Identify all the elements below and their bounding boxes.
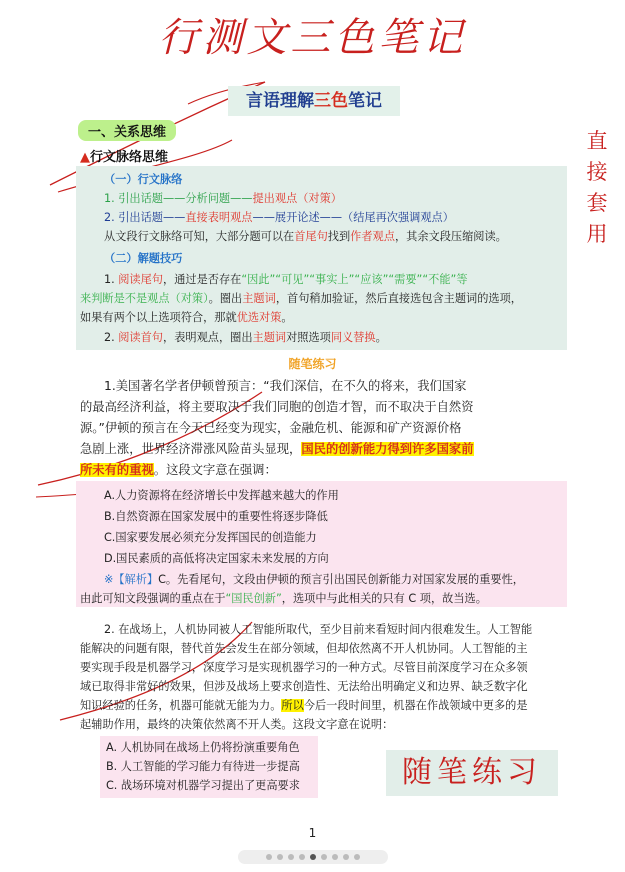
triangle-icon: ▲ bbox=[80, 150, 90, 165]
line-text: 由此可知文段强调的重点在于 bbox=[80, 592, 226, 605]
line-text: 2. bbox=[104, 331, 119, 344]
line-text: 阅读首句 bbox=[118, 331, 163, 344]
subtitle-part1: 言语理解 bbox=[246, 91, 314, 111]
line-text: 找到 bbox=[327, 230, 351, 243]
q1-analysis bbox=[80, 589, 487, 608]
side-note bbox=[582, 126, 612, 250]
practice-label: 随笔练习 bbox=[288, 357, 337, 371]
notes-line-6 bbox=[104, 328, 387, 347]
line-text: ，通过是否存在 bbox=[163, 273, 242, 286]
q2-line: 起辅助作用，最终的决策依然离不开人类。这段文字意在说明： bbox=[80, 718, 394, 731]
notes-line-2 bbox=[104, 208, 454, 227]
practice-stamp: 随笔练习 bbox=[386, 750, 558, 796]
line-text: ——展开论述——（结尾再次强调观点） bbox=[252, 211, 454, 224]
q1-option: B.自然资源在国家发展中的重要性将逐步降低 bbox=[104, 510, 328, 523]
line-text: 主题词 bbox=[252, 331, 287, 344]
highlighted-text: 所以 bbox=[281, 699, 304, 712]
page-number: 1 bbox=[308, 826, 317, 840]
line-text: 1. bbox=[104, 273, 119, 286]
highlighted-text: 所未有的重视 bbox=[80, 463, 154, 477]
q1-line: 的最高经济利益，将主要取决于我们同胞的创造才智，而不取决于自然资 bbox=[80, 400, 474, 414]
line-text: “因此”“可见”“事实上”“应该”“需要”“不能”等 bbox=[241, 273, 468, 286]
notes-line-4b bbox=[80, 289, 566, 308]
q2-option: C. 战场环境对机器学习提出了更高要求 bbox=[106, 779, 300, 792]
page-dot[interactable] bbox=[343, 854, 349, 860]
subtitle bbox=[228, 86, 400, 116]
notes-heading-2 bbox=[104, 249, 182, 268]
page-dot[interactable] bbox=[354, 854, 360, 860]
analysis-label: ※【解析】 bbox=[104, 573, 159, 586]
q2-line bbox=[80, 696, 528, 715]
line-text: ，首句稍加验证，然后直接选包含主题词的选项， bbox=[275, 292, 522, 305]
q2-option: A. 人机协同在战场上仍将扮演重要角色 bbox=[106, 741, 300, 754]
line-text: 首尾句 bbox=[294, 230, 328, 243]
line-text: C。先看尾句，文段由伊顿的预言引出国民创新能力对国家发展的重要性， bbox=[158, 573, 524, 586]
notes-line-5 bbox=[80, 308, 293, 327]
side-note-char: 直 bbox=[586, 129, 608, 153]
line-text: 直接表明观点 bbox=[185, 211, 253, 224]
highlighted-text: 国民的创新能力得到许多国家前 bbox=[301, 442, 474, 456]
line-text: 优选对策 bbox=[236, 311, 282, 324]
line-text: 2. 引出话题—— bbox=[104, 211, 186, 224]
line-text: 来判断是不是观点（对策） bbox=[80, 292, 209, 305]
line-text: 提出观点（对策） bbox=[252, 192, 342, 205]
page-dot[interactable] bbox=[277, 854, 283, 860]
line-text: 。 bbox=[281, 311, 293, 324]
subtitle-part2: 三色 bbox=[314, 91, 348, 111]
q1-option: A.人力资源将在经济增长中发挥越来越大的作用 bbox=[104, 489, 339, 502]
q2-line: 域已取得非常好的效果，但涉及战场上要求创造性、无法给出明确定义和边界、缺乏数字化 bbox=[80, 680, 528, 693]
line-text: 知识经验的任务，机器可能就无能为力。 bbox=[80, 699, 282, 712]
page-dot[interactable] bbox=[321, 854, 327, 860]
line-text: 。这段文字意在强调： bbox=[153, 463, 277, 477]
line-text: 主题词 bbox=[242, 292, 276, 305]
line-text: ，其余文段压缩阅读。 bbox=[394, 230, 507, 243]
side-note-char: 用 bbox=[586, 222, 608, 246]
subsection-label: 行文脉络思维 bbox=[90, 150, 169, 165]
line-text: 今后一段时间里，机器在作战领域中更多的是 bbox=[303, 699, 528, 712]
notes-line-1 bbox=[104, 189, 342, 208]
q1-analysis bbox=[104, 570, 524, 589]
line-text: 。圈出 bbox=[208, 292, 243, 305]
heading-text: （二）解题技巧 bbox=[104, 252, 183, 265]
line-text: ，表明观点，圈出 bbox=[163, 331, 253, 344]
page-dot[interactable] bbox=[288, 854, 294, 860]
line-text: 阅读尾句 bbox=[118, 273, 163, 286]
page-dot[interactable] bbox=[310, 854, 316, 860]
subtitle-part3: 笔记 bbox=[348, 91, 382, 111]
q1-line bbox=[80, 439, 474, 460]
line-text: “国民创新” bbox=[225, 592, 282, 605]
line-text: 急剧上涨，世界经济滞涨风险苗头显现， bbox=[80, 442, 302, 456]
line-text: 1. 引出话题——分析问题—— bbox=[104, 192, 253, 205]
side-note-char: 接 bbox=[586, 160, 608, 184]
q1-option: D.国民素质的高低将决定国家未来发展的方向 bbox=[104, 552, 329, 565]
q2-option: B. 人工智能的学习能力有待进一步提高 bbox=[106, 760, 300, 773]
page-title: 行测文三色笔记 bbox=[158, 15, 467, 61]
q2-line: 2. 在战场上，人机协同被人工智能所取代，至少目前来看短时间内很难发生。人工智能 bbox=[104, 623, 533, 636]
page-indicator[interactable] bbox=[238, 850, 388, 864]
notes-line-3 bbox=[104, 227, 507, 246]
page-dot[interactable] bbox=[266, 854, 272, 860]
q1-line: 源。”伊顿的预言在今天已经变为现实，金融危机、能源和矿产资源价格 bbox=[80, 421, 462, 435]
q2-line: 要实现手段是机器学习，深度学习是实现机器学习的一种方式。尽管目前深度学习在众多领 bbox=[80, 661, 528, 674]
line-text: ，选项中与此相关的只有 C 项，故当选。 bbox=[281, 592, 487, 605]
line-text: 同义替换 bbox=[330, 331, 376, 344]
line-text: 作者观点 bbox=[350, 230, 395, 243]
line-text: 如果有两个以上选项符合，那就 bbox=[80, 311, 237, 324]
heading-text: （一）行文脉络 bbox=[104, 173, 183, 186]
subsection-heading bbox=[80, 146, 168, 165]
notes-heading-1 bbox=[104, 170, 182, 189]
q1-line: 1.美国著名学者伊顿曾预言：“我们深信，在不久的将来，我们国家 bbox=[104, 379, 467, 393]
q2-line: 能解决的问题有限，替代首先会发生在部分领域，但却依然离不开人机协同。人工智能的主 bbox=[80, 642, 528, 655]
q1-option: C.国家要发展必须充分发挥国民的创造能力 bbox=[104, 531, 317, 544]
line-text: 从文段行文脉络可知，大部分题可以在 bbox=[104, 230, 295, 243]
page-dot[interactable] bbox=[299, 854, 305, 860]
notes-line-4 bbox=[104, 270, 566, 289]
page-dot[interactable] bbox=[332, 854, 338, 860]
line-text: 。 bbox=[375, 331, 387, 344]
side-note-char: 套 bbox=[586, 191, 608, 215]
q1-line bbox=[80, 460, 277, 481]
section-heading: 一、关系思维 bbox=[78, 120, 176, 141]
line-text: 对照选项 bbox=[286, 331, 331, 344]
